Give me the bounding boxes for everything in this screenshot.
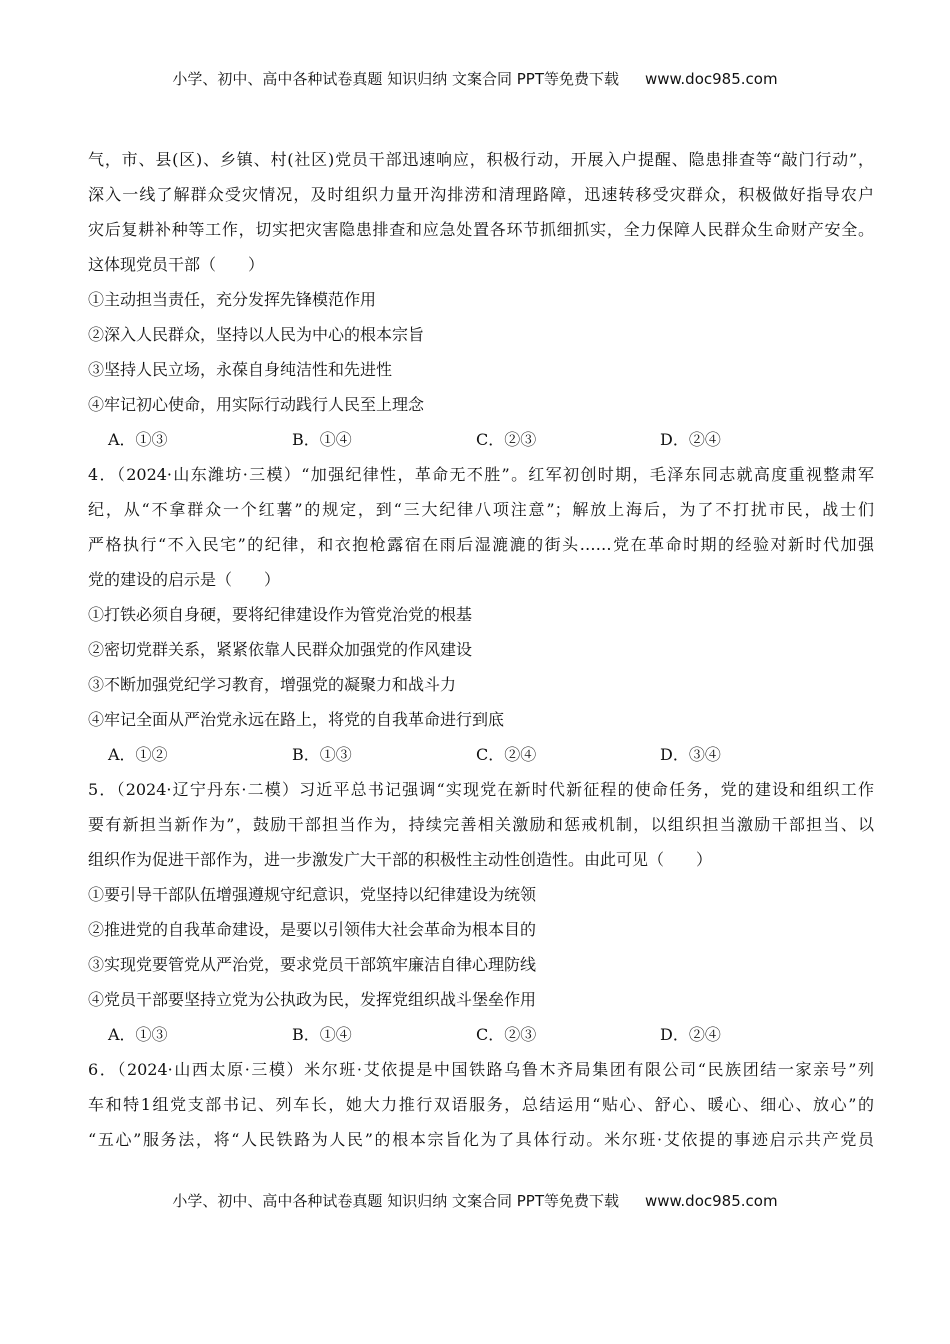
option-d: D．②④ bbox=[660, 1025, 721, 1044]
question-stem-line: 5．（2024·辽宁丹东·二模）习近平总书记强调“实现党在新时代新征程的使命任务，党的建设和组织工作 bbox=[88, 780, 874, 799]
statement-2: ②推进党的自我革命建设，是要以引领伟大社会革命为根本目的 bbox=[88, 920, 537, 939]
header-text: 小学、初中、高中各种试卷真题 知识归纳 文案合同 PPT等免费下载 bbox=[172, 70, 619, 88]
option-b: B．①④ bbox=[292, 430, 352, 449]
statement-1: ①打铁必须自身硬，要将纪律建设作为管党治党的根基 bbox=[88, 605, 473, 624]
page-header bbox=[0, 68, 950, 89]
statement-1: ①主动担当责任，充分发挥先锋模范作用 bbox=[88, 290, 377, 309]
question-3 bbox=[88, 142, 874, 457]
option-c: C．②③ bbox=[476, 1025, 537, 1044]
statement-3: ③实现党要管党从严治党，要求党员干部筑牢廉洁自律心理防线 bbox=[88, 955, 537, 974]
question-stem-line: 6．（2024·山西太原·三模）米尔班·艾依提是中国铁路乌鲁木齐局集团有限公司“民族团结一家亲号”列 bbox=[88, 1060, 874, 1079]
answer-options bbox=[88, 737, 874, 772]
option-d: D．③④ bbox=[660, 745, 721, 764]
question-stem-line: “五心”服务法，将“人民铁路为人民”的根本宗旨化为了具体行动。米尔班·艾依提的事迹启示共产党员 bbox=[88, 1130, 874, 1149]
question-6 bbox=[88, 1052, 874, 1157]
statement-2: ②深入人民群众，坚持以人民为中心的根本宗旨 bbox=[88, 325, 425, 344]
option-d: D．②④ bbox=[660, 430, 721, 449]
option-a: A．①③ bbox=[108, 430, 168, 449]
statement-2: ②密切党群关系，紧紧依靠人民群众加强党的作风建设 bbox=[88, 640, 473, 659]
answer-options bbox=[88, 1017, 874, 1052]
question-stem-line: 党的建设的启示是（ ） bbox=[88, 570, 281, 589]
statement-3: ③坚持人民立场，永葆自身纯洁性和先进性 bbox=[88, 360, 393, 379]
question-4 bbox=[88, 457, 874, 772]
option-c: C．②③ bbox=[476, 430, 537, 449]
option-a: A．①③ bbox=[108, 1025, 168, 1044]
question-stem-line: 4．（2024·山东潍坊·三模）“加强纪律性，革命无不胜”。红军初创时期，毛泽东同志就高度重视整肃军 bbox=[88, 465, 874, 484]
option-c: C．②④ bbox=[476, 745, 537, 764]
question-stem-line: 车和特1组党支部书记、列车长，她大力推行双语服务，总结运用“贴心、舒心、暖心、细心、放心”的 bbox=[88, 1095, 874, 1114]
question-stem-line: 严格执行“不入民宅”的纪律，和衣抱枪露宿在雨后湿漉漉的街头……党在革命时期的经验对新时代加强 bbox=[88, 535, 874, 554]
footer-text: 小学、初中、高中各种试卷真题 知识归纳 文案合同 PPT等免费下载 bbox=[172, 1192, 619, 1210]
question-stem-line: 气，市、县(区)、乡镇、村(社区)党员干部迅速响应，积极行动，开展入户提醒、隐患排查等“敲门行动”， bbox=[88, 150, 874, 169]
statement-4: ④牢记初心使命，用实际行动践行人民至上理念 bbox=[88, 395, 425, 414]
page-footer bbox=[0, 1190, 950, 1211]
document-body bbox=[88, 142, 874, 1157]
answer-options bbox=[88, 422, 874, 457]
option-b: B．①③ bbox=[292, 745, 352, 764]
statement-1: ①要引导干部队伍增强遵规守纪意识，党坚持以纪律建设为统领 bbox=[88, 885, 537, 904]
question-stem-line: 这体现党员干部（ ） bbox=[88, 255, 265, 274]
question-5 bbox=[88, 772, 874, 1052]
statement-4: ④党员干部要坚持立党为公执政为民，发挥党组织战斗堡垒作用 bbox=[88, 990, 537, 1009]
question-stem-line: 灾后复耕补种等工作，切实把灾害隐患排查和应急处置各环节抓细抓实，全力保障人民群众生命财产安全。 bbox=[88, 220, 874, 239]
question-stem-line: 要有新担当新作为”，鼓励干部担当作为，持续完善相关激励和惩戒机制，以组织担当激励干部担当、以 bbox=[88, 815, 874, 834]
header-site-link[interactable]: www.doc985.com bbox=[644, 70, 778, 88]
option-a: A．①② bbox=[108, 745, 168, 764]
statement-3: ③不断加强党纪学习教育，增强党的凝聚力和战斗力 bbox=[88, 675, 457, 694]
footer-site-link[interactable]: www.doc985.com bbox=[644, 1192, 778, 1210]
question-stem-line: 纪，从“不拿群众一个红薯”的规定，到“三大纪律八项注意”；解放上海后，为了不打扰市民，战士们 bbox=[88, 500, 874, 519]
question-stem-line: 深入一线了解群众受灾情况，及时组织力量开沟排涝和清理路障，迅速转移受灾群众，积极做好指导农户 bbox=[88, 185, 874, 204]
option-b: B．①④ bbox=[292, 1025, 352, 1044]
statement-4: ④牢记全面从严治党永远在路上，将党的自我革命进行到底 bbox=[88, 710, 505, 729]
question-stem-line: 组织作为促进干部作为，进一步激发广大干部的积极性主动性创造性。由此可见（ ） bbox=[88, 850, 713, 869]
